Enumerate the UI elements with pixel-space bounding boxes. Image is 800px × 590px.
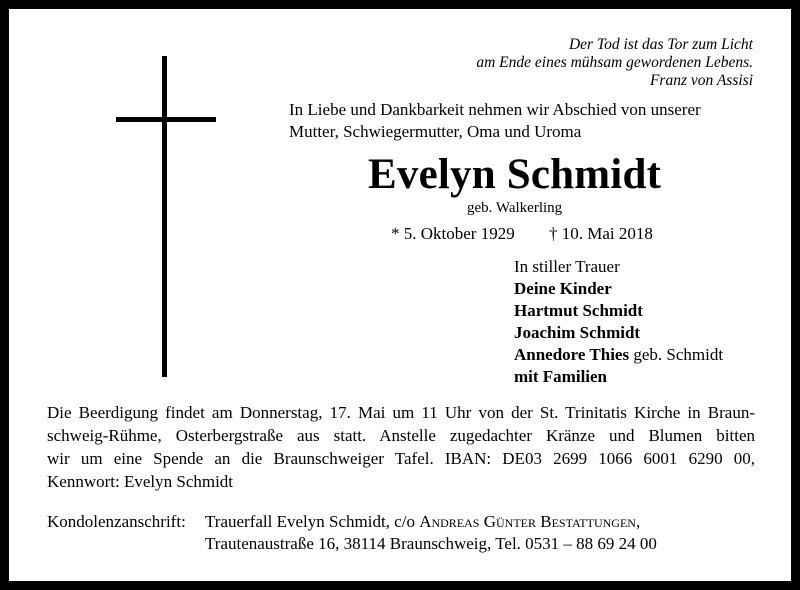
- funeral-line-3: wir um eine Spende an die Braunschweiger Tafel. IBAN: DE03 2699 1066 6001 6290 00,: [47, 449, 755, 468]
- condolence-label: Kondolenzanschrift:: [47, 512, 186, 531]
- condolence-line-2: Trautenaustraße 16, 38114 Braunschweig, Tel. 0531 – 88 69 24 00: [205, 534, 657, 553]
- mourner-annedore: [514, 344, 723, 366]
- mourner-annedore-maiden: geb. Schmidt: [629, 345, 724, 364]
- intro-line-2: Mutter, Schwiegermutter, Oma und Uroma: [289, 122, 582, 141]
- condolence-line-1: [205, 511, 640, 533]
- funeral-paragraph: [47, 401, 755, 493]
- condolence-company: Andreas Günter Bestattungen,: [419, 512, 641, 531]
- mourner-hartmut: Hartmut Schmidt: [514, 301, 643, 320]
- intro-line-1: In Liebe und Dankbarkeit nehmen wir Abschied von unserer: [289, 100, 701, 119]
- mourner-joachim: Joachim Schmidt: [514, 323, 641, 342]
- cross-icon: [162, 56, 167, 377]
- birth-date: * 5. Oktober 1929: [391, 224, 515, 243]
- quote-line-1: Der Tod ist das Tor zum Licht: [568, 36, 753, 53]
- mourner-children: Deine Kinder: [514, 279, 612, 298]
- deceased-name: Evelyn Schmidt: [368, 151, 662, 198]
- funeral-line-1: Die Beerdigung findet am Donnerstag, 17. Mai um 11 Uhr von der St. Trinitatis Kirche in Braun-: [47, 403, 755, 422]
- maiden-name: geb. Walkerling: [467, 200, 563, 216]
- quote-line-2: am Ende eines mühsam gewordenen Lebens.: [476, 54, 753, 71]
- mourner-families: mit Familien: [514, 367, 608, 386]
- death-date: † 10. Mai 2018: [549, 224, 653, 243]
- condolence-line-1-text: Trauerfall Evelyn Schmidt, c/o: [205, 512, 415, 531]
- cross-icon-bar: [116, 117, 216, 122]
- funeral-line-2: schweig-Rühme, Osterbergstraße aus statt. Anstelle zugedachter Kränze und Blumen bitten: [47, 426, 755, 445]
- mourner-annedore-name: Annedore Thies: [514, 345, 630, 364]
- mourners-heading: In stiller Trauer: [514, 257, 620, 276]
- quote-author: Franz von Assisi: [649, 72, 753, 89]
- funeral-line-4: Kennwort: Evelyn Schmidt: [47, 472, 234, 491]
